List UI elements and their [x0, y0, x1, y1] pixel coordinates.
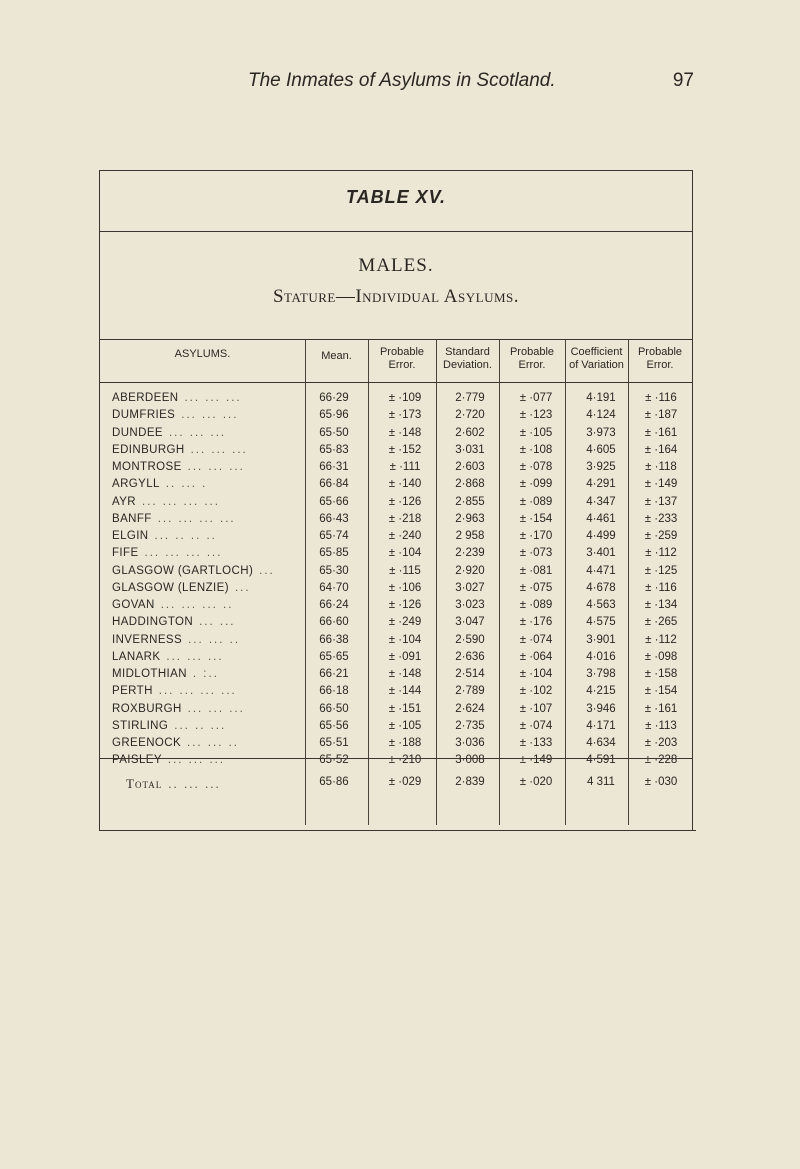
header-line: of Variation — [569, 359, 624, 371]
asylum-name: EDINBURGH — [112, 443, 185, 456]
row-name — [112, 478, 207, 490]
asylum-name: ELGIN — [112, 530, 149, 542]
row-coefficient-of-variation: 4·215 — [586, 685, 616, 698]
asylum-name: GLASGOW (GARTLOCH) — [112, 564, 254, 577]
header-probable-error-cv — [628, 346, 692, 372]
row-probable-error-sd: ± ·075 — [519, 581, 553, 594]
leader-dots: ... — [259, 564, 275, 577]
row-probable-error-sd: ± ·133 — [519, 737, 553, 749]
row-probable-error-cv: ± ·265 — [644, 616, 678, 629]
row-standard-deviation: 2·868 — [455, 478, 485, 491]
leader-dots: .. ... ... — [168, 776, 221, 791]
row-standard-deviation: 2·789 — [455, 685, 485, 698]
leader-dots: ... ... ... — [181, 409, 239, 422]
row-mean: 66·29 — [319, 392, 349, 404]
row-probable-error-sd: ± ·107 — [519, 702, 553, 715]
row-coefficient-of-variation: 3·946 — [586, 702, 616, 715]
row-name — [112, 392, 242, 404]
row-probable-error-sd: ± ·078 — [519, 461, 553, 473]
header-line: Coefficient — [570, 346, 623, 358]
row-name — [112, 634, 240, 646]
leader-dots: ... ... .. — [188, 633, 241, 646]
row-mean: 66·24 — [319, 599, 349, 611]
row-standard-deviation: 2·636 — [455, 650, 485, 663]
row-probable-error-cv: ± ·203 — [644, 737, 678, 749]
row-coefficient-of-variation: 4·563 — [586, 599, 616, 611]
total-label: Total — [126, 776, 163, 791]
asylum-name: ABERDEEN — [112, 392, 179, 404]
leader-dots: .. ... . — [165, 478, 208, 491]
row-coefficient-of-variation: 4·016 — [586, 650, 616, 663]
row-probable-error-mean: ± ·173 — [388, 409, 422, 422]
row-probable-error-mean: ± ·144 — [388, 685, 422, 698]
row-standard-deviation: 2·514 — [455, 668, 485, 680]
asylum-name: MONTROSE — [112, 461, 182, 473]
row-probable-error-mean: ± ·148 — [388, 426, 422, 439]
row-name — [112, 720, 226, 732]
row-name — [112, 737, 239, 749]
row-probable-error-sd: ± ·073 — [519, 547, 553, 560]
asylum-name: HADDINGTON — [112, 616, 194, 629]
row-coefficient-of-variation: 4·291 — [586, 478, 616, 491]
row-standard-deviation: 3·031 — [455, 443, 485, 456]
leader-dots: . :.. — [192, 668, 219, 680]
row-coefficient-of-variation: 4·605 — [586, 443, 616, 456]
row-probable-error-mean: ± ·109 — [388, 392, 422, 404]
row-standard-deviation: 3·036 — [455, 737, 485, 749]
row-mean: 66·38 — [319, 633, 349, 646]
row-name — [112, 461, 245, 473]
row-mean: 65·65 — [319, 650, 349, 663]
header-mean: Mean. — [321, 350, 352, 362]
row-coefficient-of-variation: 3·925 — [586, 461, 616, 473]
row-mean: 65·83 — [319, 443, 349, 456]
row-mean: 65·51 — [319, 737, 349, 749]
leader-dots: ... ... — [199, 616, 236, 629]
asylum-name: MIDLOTHIAN — [112, 668, 187, 680]
row-probable-error-cv: ± ·125 — [644, 564, 678, 577]
header-line: Standard — [445, 346, 490, 358]
header-asylums: ASYLUMS. — [174, 348, 231, 360]
leader-dots: ... ... ... — [184, 392, 242, 404]
row-name — [112, 651, 224, 663]
leader-dots: ... ... ... — [166, 650, 224, 663]
header-rule — [100, 382, 692, 383]
total-row — [100, 776, 692, 796]
running-head-title: The Inmates of Asylums in Scotland. — [248, 70, 556, 91]
row-name — [112, 513, 236, 525]
row-probable-error-sd: ± ·074 — [519, 633, 553, 646]
row-coefficient-of-variation: 3·973 — [586, 426, 616, 439]
row-probable-error-mean: ± ·151 — [388, 702, 422, 715]
row-standard-deviation: 3·008 — [455, 754, 485, 767]
row-standard-deviation: 2·920 — [455, 564, 485, 577]
header-line: Error. — [388, 359, 416, 371]
leader-dots: ... ... ... ... — [157, 512, 236, 525]
row-standard-deviation: 2·720 — [455, 409, 485, 422]
row-mean: 64·70 — [319, 581, 349, 594]
asylum-name: DUMFRIES — [112, 409, 176, 422]
row-mean: 66·43 — [319, 512, 349, 525]
bottom-rule — [100, 830, 696, 831]
leader-dots: ... ... ... — [187, 461, 245, 473]
row-probable-error-cv: ± ·098 — [644, 650, 678, 663]
row-probable-error-mean: ± ·152 — [388, 443, 422, 456]
row-probable-error-sd: ± ·170 — [519, 530, 553, 542]
data-table — [100, 340, 692, 831]
leader-dots: ... ... ... ... — [144, 547, 223, 560]
row-standard-deviation: 2·855 — [455, 495, 485, 508]
row-name — [112, 668, 219, 680]
header-line: Deviation. — [443, 359, 492, 371]
row-name — [126, 776, 221, 792]
row-probable-error-sd: ± ·104 — [519, 668, 553, 680]
row-coefficient-of-variation: 4·499 — [586, 530, 616, 542]
row-probable-error-cv: ± ·116 — [645, 392, 677, 404]
row-probable-error-cv: ± ·259 — [644, 530, 678, 542]
row-probable-error-mean: ± ·218 — [388, 512, 422, 525]
row-probable-error-cv: ± ·154 — [644, 685, 678, 698]
row-standard-deviation: 2·779 — [455, 392, 485, 404]
header-line: Probable — [509, 346, 555, 358]
row-probable-error-sd: ± ·077 — [519, 392, 553, 404]
row-mean: 65·56 — [319, 719, 349, 732]
divider — [100, 231, 692, 232]
header-standard-deviation — [436, 346, 499, 372]
total-probable-error-mean: ± ·029 — [388, 776, 422, 788]
row-probable-error-cv: ± ·149 — [644, 478, 678, 491]
row-name — [112, 685, 237, 697]
row-standard-deviation: 2·602 — [455, 426, 485, 439]
asylum-name: DUNDEE — [112, 426, 163, 439]
header-probable-error-sd — [499, 346, 565, 372]
row-probable-error-mean: ± ·188 — [388, 737, 422, 749]
row-coefficient-of-variation: 4·678 — [586, 581, 616, 594]
leader-dots: ... ... ... — [190, 443, 248, 456]
row-coefficient-of-variation: 3·401 — [586, 547, 616, 560]
row-probable-error-cv: ± ·161 — [644, 702, 678, 715]
row-coefficient-of-variation: 3·798 — [586, 668, 616, 680]
total-probable-error-cv: ± ·030 — [644, 776, 678, 788]
page-number: 97 — [672, 70, 694, 91]
asylum-name: GREENOCK — [112, 737, 182, 749]
total-standard-deviation: 2·839 — [455, 776, 485, 788]
asylum-name: PAISLEY — [112, 754, 162, 767]
row-coefficient-of-variation: 4·191 — [586, 392, 616, 404]
row-standard-deviation: 3·023 — [455, 599, 485, 611]
row-standard-deviation: 2·590 — [455, 633, 485, 646]
row-probable-error-sd: ± ·099 — [519, 478, 553, 491]
total-mean: 65·86 — [319, 776, 349, 788]
row-probable-error-mean: ± ·091 — [388, 650, 422, 663]
row-name — [112, 599, 233, 611]
table-heading: TABLE XV. — [345, 187, 447, 207]
row-mean: 65·52 — [319, 754, 349, 767]
row-probable-error-mean: ± ·104 — [388, 547, 422, 560]
row-name — [112, 565, 275, 577]
row-probable-error-cv: ± ·113 — [645, 719, 677, 732]
table-frame — [99, 170, 693, 831]
row-name — [112, 547, 222, 559]
row-probable-error-mean: ± ·106 — [388, 581, 422, 594]
asylum-name: ARGYLL — [112, 478, 160, 491]
row-probable-error-cv: ± ·158 — [644, 668, 678, 680]
table-sex: MALES. — [358, 255, 434, 276]
row-coefficient-of-variation: 4·347 — [586, 495, 616, 508]
row-probable-error-mean: ± ·126 — [388, 495, 422, 508]
row-coefficient-of-variation: 4·461 — [586, 512, 616, 525]
row-probable-error-mean: ± ·104 — [388, 633, 422, 646]
row-coefficient-of-variation: 4·171 — [586, 719, 616, 732]
row-standard-deviation: 3·047 — [455, 616, 485, 629]
row-probable-error-sd: ± ·089 — [519, 599, 553, 611]
row-probable-error-cv: ± ·187 — [644, 409, 678, 422]
leader-dots: ... ... ... ... — [142, 495, 220, 508]
row-mean: 66·31 — [319, 461, 349, 473]
row-name — [112, 496, 220, 508]
row-standard-deviation: 2·963 — [455, 512, 485, 525]
asylum-name: FIFE — [112, 547, 139, 560]
row-probable-error-cv: ± ·137 — [644, 495, 678, 508]
row-mean: 65·66 — [319, 495, 349, 508]
row-probable-error-mean: ± ·126 — [388, 599, 422, 611]
header-line: Error. — [518, 359, 546, 371]
row-probable-error-cv: ± ·134 — [644, 599, 678, 611]
row-mean: 66·50 — [319, 702, 349, 715]
row-coefficient-of-variation: 4·575 — [586, 616, 616, 629]
row-probable-error-sd: ± ·176 — [519, 616, 553, 629]
total-coefficient-of-variation: 4 311 — [587, 776, 615, 788]
row-probable-error-sd: ± ·149 — [519, 754, 553, 767]
row-name — [112, 754, 225, 766]
leader-dots: ... ... ... — [187, 702, 245, 715]
leader-dots: ... ... .. — [187, 737, 239, 749]
asylum-name: LANARK — [112, 650, 161, 663]
row-mean: 65·30 — [319, 564, 349, 577]
header-line: Probable — [379, 346, 425, 358]
row-name — [112, 703, 245, 715]
row-name — [112, 427, 226, 439]
leader-dots: ... .. .. .. — [154, 530, 217, 542]
row-probable-error-sd: ± ·105 — [519, 426, 553, 439]
row-probable-error-cv: ± ·228 — [644, 754, 678, 767]
row-probable-error-sd: ± ·108 — [519, 443, 553, 456]
row-probable-error-mean: ± ·148 — [388, 668, 422, 680]
row-name — [112, 444, 248, 456]
row-coefficient-of-variation: 4·471 — [586, 564, 616, 577]
asylum-name: STIRLING — [112, 719, 169, 732]
header-line: Probable — [637, 346, 683, 358]
leader-dots: ... ... ... — [168, 426, 227, 439]
asylum-name: GLASGOW (LENZIE) — [112, 581, 229, 594]
row-standard-deviation: 3·027 — [455, 581, 485, 594]
leader-dots: ... ... ... .. — [160, 599, 234, 611]
row-mean: 66·60 — [319, 616, 349, 629]
row-probable-error-mean: ± ·249 — [388, 616, 422, 629]
asylum-name: INVERNESS — [112, 633, 183, 646]
row-probable-error-cv: ± ·164 — [644, 443, 678, 456]
row-mean: 66·84 — [319, 478, 349, 491]
row-probable-error-cv: ± ·233 — [644, 512, 678, 525]
row-probable-error-sd: ± ·074 — [519, 719, 553, 732]
asylum-name: PERTH — [112, 685, 153, 698]
header-coefficient-of-variation — [565, 346, 628, 372]
row-probable-error-cv: ± ·118 — [645, 461, 677, 473]
row-mean: 65·50 — [319, 426, 349, 439]
row-mean: 66·21 — [319, 668, 349, 680]
row-probable-error-cv: ± ·161 — [644, 426, 678, 439]
row-name — [112, 616, 235, 628]
row-probable-error-mean: ± ·111 — [389, 461, 421, 473]
row-probable-error-cv: ± ·112 — [645, 547, 677, 560]
row-standard-deviation: 2·624 — [455, 702, 485, 715]
row-probable-error-sd: ± ·089 — [519, 495, 553, 508]
row-probable-error-mean: ± ·115 — [389, 564, 421, 577]
row-mean: 66·18 — [319, 685, 349, 698]
row-coefficient-of-variation: 4·634 — [586, 737, 616, 749]
row-probable-error-sd: ± ·123 — [519, 409, 553, 422]
row-mean: 65·85 — [319, 547, 349, 560]
asylum-name: AYR — [112, 495, 136, 508]
header-line: Error. — [646, 359, 674, 371]
row-probable-error-mean: ± ·210 — [388, 754, 422, 767]
leader-dots: ... .. ... — [174, 719, 227, 732]
row-name — [112, 530, 217, 542]
row-coefficient-of-variation: 4·591 — [586, 754, 616, 767]
total-probable-error-sd: ± ·020 — [519, 776, 553, 788]
leader-dots: ... — [234, 581, 251, 594]
leader-dots: ... ... ... — [167, 754, 226, 767]
row-mean: 65·96 — [319, 409, 349, 422]
asylum-name: ROXBURGH — [112, 702, 182, 715]
row-standard-deviation: 2·239 — [455, 547, 485, 560]
row-probable-error-cv: ± ·112 — [645, 633, 677, 646]
row-standard-deviation: 2·603 — [455, 461, 485, 473]
row-name — [112, 582, 251, 594]
row-probable-error-cv: ± ·116 — [645, 581, 677, 594]
asylum-name: GOVAN — [112, 599, 155, 611]
total-rule — [100, 758, 692, 759]
row-probable-error-mean: ± ·105 — [388, 719, 422, 732]
row-probable-error-mean: ± ·240 — [388, 530, 422, 542]
row-coefficient-of-variation: 3·901 — [586, 633, 616, 646]
row-probable-error-sd: ± ·154 — [519, 512, 553, 525]
row-standard-deviation: 2·735 — [455, 719, 485, 732]
asylum-name: BANFF — [112, 512, 152, 525]
row-coefficient-of-variation: 4·124 — [586, 409, 616, 422]
row-probable-error-mean: ± ·140 — [388, 478, 422, 491]
row-probable-error-sd: ± ·064 — [519, 650, 553, 663]
row-standard-deviation: 2 958 — [455, 530, 485, 542]
table-subtitle: Stature—Individual Asylums. — [272, 286, 520, 307]
row-mean: 65·74 — [319, 530, 349, 542]
leader-dots: ... ... ... ... — [158, 685, 237, 698]
row-probable-error-sd: ± ·081 — [519, 564, 553, 577]
row-probable-error-sd: ± ·102 — [519, 685, 553, 698]
header-probable-error-mean — [368, 346, 436, 372]
row-name — [112, 409, 238, 421]
